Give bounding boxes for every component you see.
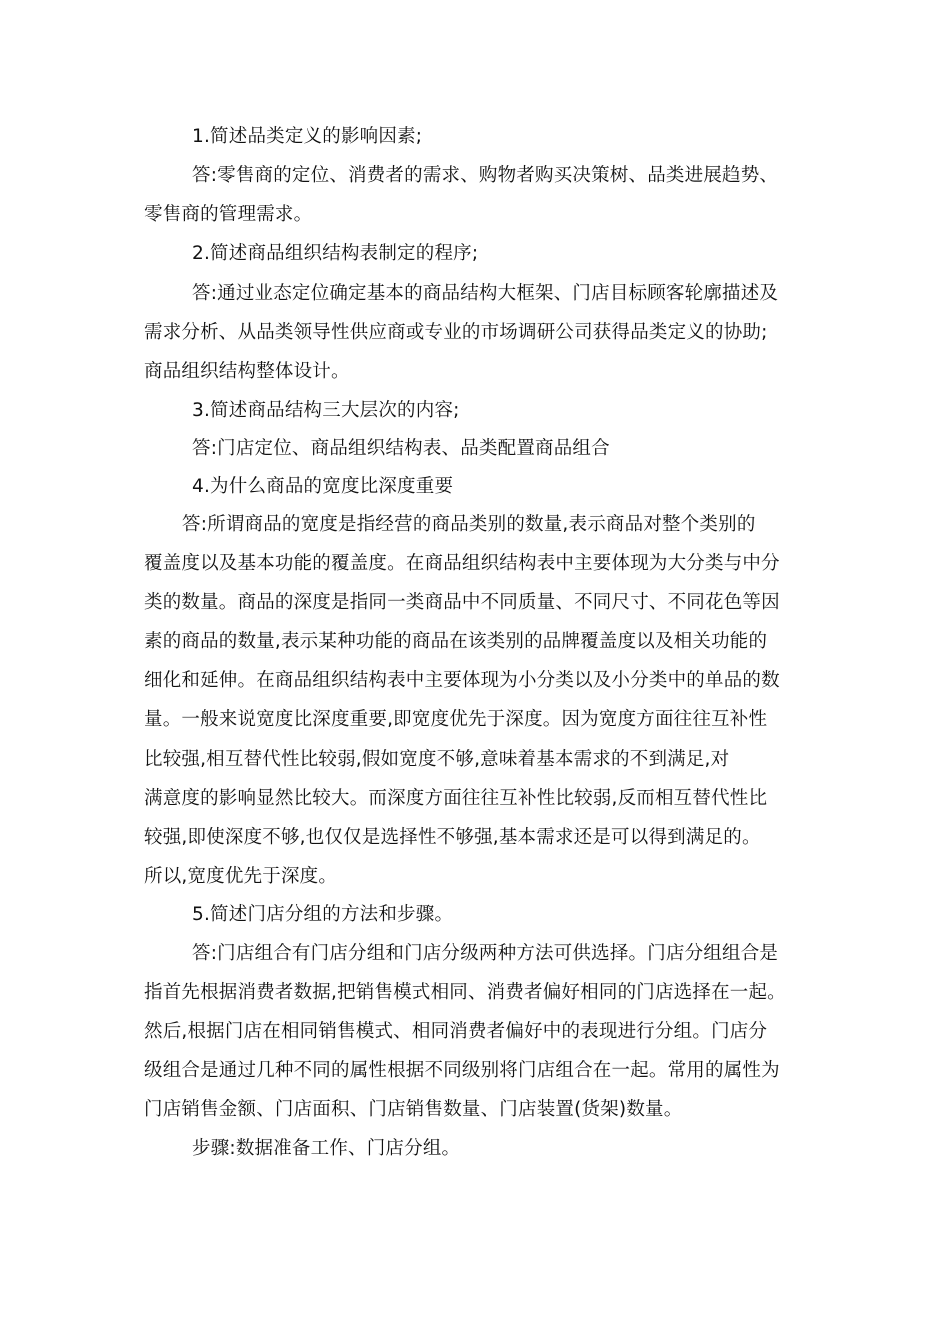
- answer-4-line-8: 满意度的影响显然比较大。而深度方面往往互补性比较弱,反而相互替代性比: [144, 788, 768, 809]
- answer-5-line-2: 指首先根据消费者数据,把销售模式相同、消费者偏好相同的门店选择在一起。: [144, 982, 786, 1003]
- answer-4-line-3: 类的数量。商品的深度是指同一类商品中不同质量、不同尺寸、不同花色等因: [144, 592, 780, 613]
- answer-2-line-2: 需求分析、从品类领导性供应商或专业的市场调研公司获得品类定义的协助;: [144, 322, 768, 343]
- question-1: 1.简述品类定义的影响因素;: [192, 126, 423, 147]
- question-4: 4.为什么商品的宽度比深度重要: [192, 476, 454, 497]
- answer-4-line-1: 答:所谓商品的宽度是指经营的商品类别的数量,表示商品对整个类别的: [182, 514, 756, 535]
- answer-4-line-2: 覆盖度以及基本功能的覆盖度。在商品组织结构表中主要体现为大分类与中分: [144, 553, 780, 574]
- answer-4-line-5: 细化和延伸。在商品组织结构表中主要体现为小分类以及小分类中的单品的数: [144, 670, 780, 691]
- answer-1-line-2: 零售商的管理需求。: [144, 204, 313, 225]
- answer-1-line-1: 答:零售商的定位、消费者的需求、购物者购买决策树、品类进展趋势、: [192, 165, 779, 186]
- answer-4-line-9: 较强,即使深度不够,也仅仅是选择性不够强,基本需求还是可以得到满足的。: [144, 827, 761, 848]
- answer-5-line-1: 答:门店组合有门店分组和门店分级两种方法可供选择。门店分组组合是: [192, 943, 779, 964]
- answer-4-line-6: 量。一般来说宽度比深度重要,即宽度优先于深度。因为宽度方面往往互补性: [144, 709, 768, 730]
- steps-line: 步骤:数据准备工作、门店分组。: [192, 1138, 461, 1159]
- answer-4-line-4: 素的商品的数量,表示某种功能的商品在该类别的品牌覆盖度以及相关功能的: [144, 631, 768, 652]
- answer-4-line-10: 所以,宽度优先于深度。: [144, 866, 338, 887]
- answer-2-line-1: 答:通过业态定位确定基本的商品结构大框架、门店目标顾客轮廓描述及: [192, 283, 779, 304]
- question-2: 2.简述商品组织结构表制定的程序;: [192, 243, 479, 264]
- answer-3: 答:门店定位、商品组织结构表、品类配置商品组合: [192, 438, 610, 459]
- answer-5-line-3: 然后,根据门店在相同销售模式、相同消费者偏好中的表现进行分组。门店分: [144, 1021, 768, 1042]
- question-3: 3.简述商品结构三大层次的内容;: [192, 400, 460, 421]
- question-5: 5.简述门店分组的方法和步骤。: [192, 904, 454, 925]
- answer-5-line-4: 级组合是通过几种不同的属性根据不同级别将门店组合在一起。常用的属性为: [144, 1060, 780, 1081]
- answer-4-line-7: 比较强,相互替代性比较弱,假如宽度不够,意味着基本需求的不到满足,对: [144, 749, 730, 770]
- answer-5-line-5: 门店销售金额、门店面积、门店销售数量、门店装置(货架)数量。: [144, 1099, 683, 1120]
- answer-2-line-3: 商品组织结构整体设计。: [144, 361, 350, 382]
